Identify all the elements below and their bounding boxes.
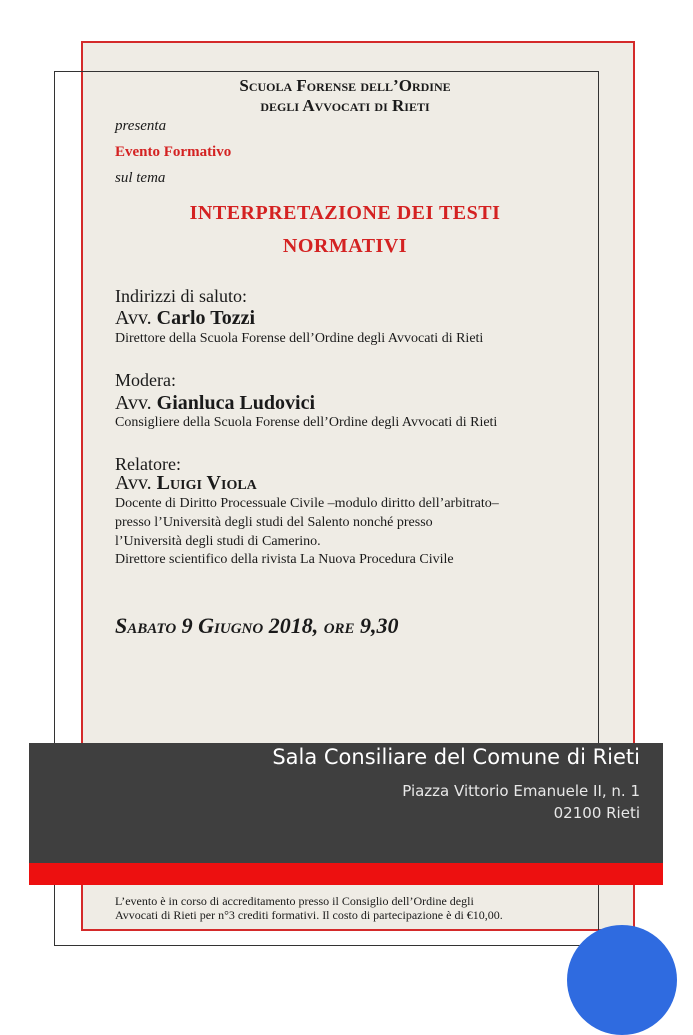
greeting-label: Indirizzi di saluto: [115,286,247,306]
event-type: Evento Formativo [115,144,232,160]
footer-note-line2: Avvocati di Rieti per n°3 crediti formativi. Il costo di partecipazione è di €10,00. [115,908,503,922]
venue-name: Sala Consiliare del Comune di Rieti [272,745,640,769]
event-date: Sabato 9 Giugno 2018, ore 9,30 [115,613,399,638]
moderator-speaker [115,392,315,415]
presenta-text: presenta [115,118,167,134]
greeting-name: Carlo Tozzi [156,307,256,329]
moderator-name: Gianluca Ludovici [156,392,316,414]
moderator-label: Modera: [115,370,176,390]
moderator-prefix: Avv. [115,392,152,414]
venue-city: 02100 Rieti [553,804,640,822]
speaker-role-line: Docente di Diritto Processuale Civile –modulo diritto dell’arbitrato– [115,496,499,511]
org-name-line1: Scuola Forense dell’Ordine [239,76,451,95]
event-title-line2: NORMATIVI [282,235,408,257]
venue-address: Piazza Vittorio Emanuele II, n. 1 [402,782,640,800]
speaker-name: Luigi Viola [156,472,257,494]
sul-tema-text: sul tema [115,170,166,186]
event-title-line1: INTERPRETAZIONE DEI TESTI [189,202,501,224]
speaker-role-line: l’Università degli studi di Camerino. [115,534,321,549]
footer-note-line1: L’evento è in corso di accreditamento presso il Consiglio dell’Ordine degli [115,894,474,908]
moderator-role: Consigliere della Scuola Forense dell’Ordine degli Avvocati di Rieti [115,415,498,430]
speaker-role-line: presso l’Università degli studi del Salento nonché presso [115,515,433,530]
speaker-prefix: Avv. [115,472,152,494]
org-name-line2: degli Avvocati di Rieti [260,96,430,115]
blue-circle-decoration [567,925,677,1035]
greeting-prefix: Avv. [115,307,152,329]
speaker-label: Relatore: [115,454,181,474]
greeting-speaker [115,307,255,330]
speaker-speaker [115,472,257,495]
red-accent-band [29,863,663,885]
speaker-role-line: Direttore scientifico della rivista La Nuova Procedura Civile [115,552,454,567]
greeting-role: Direttore della Scuola Forense dell’Ordine degli Avvocati di Rieti [115,331,484,346]
